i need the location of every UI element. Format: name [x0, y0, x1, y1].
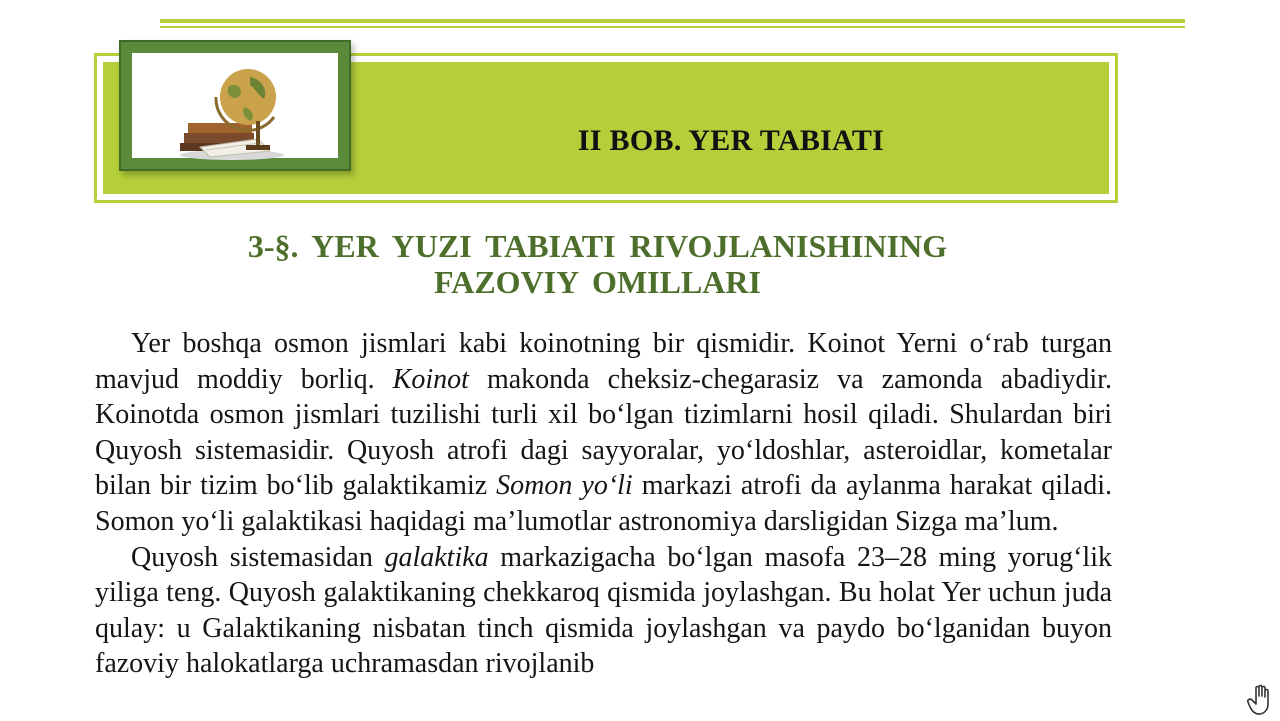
paragraph-2-segment-3: markazigacha bo‘lgan masofa 23–28 ming yorug‘lik yiliga teng. Quyosh galaktikaning chekkaroq qismida joylashgan. Bu holat Yer uchun juda qulay: u Galaktikaning nisbatan tinch qismida joylashgan va paydo bo‘lganidan buyon fazoviy halokatlarga uchramasdan rivojlanib — [95, 541, 1112, 680]
chapter-image — [132, 53, 338, 158]
paragraph-2-segment-1: Quyosh sistemasidan — [131, 541, 385, 573]
paragraph-1 — [95, 326, 1112, 540]
globe-with-books-icon — [170, 59, 300, 163]
top-rule-thin-line — [160, 26, 1185, 28]
section-title-line-2: FAZOVIY OMILLARI — [434, 264, 761, 300]
paragraph-2 — [95, 540, 1112, 682]
top-decorative-rule — [160, 19, 1185, 30]
hand-cursor-icon — [1247, 684, 1275, 716]
section-title — [95, 228, 1100, 300]
term-somon-yoli: Somon yo‘li — [496, 470, 633, 502]
term-koinot: Koinot — [392, 363, 469, 395]
chapter-image-frame — [119, 40, 351, 171]
paragraph-1-segment-5: markazi atrofi da aylanma harakat qiladi. Somon yo‘li galaktikasi haqidagi ma’lumotlar astronomiya darsligidan Sizga ma’lum. — [95, 470, 1112, 537]
term-galaktika: galaktika — [384, 541, 489, 573]
body-text — [95, 326, 1112, 682]
top-rule-thick-line — [160, 19, 1185, 23]
section-title-line-1: 3-§. YER YUZI TABIATI RIVOJLANISHINING — [247, 228, 948, 264]
paragraph-1-segment-1: Yer boshqa osmon jismlari kabi koinotning bir qismidir. Koinot Yerni o‘rab turgan mavjud moddiy borliq. — [95, 328, 1112, 395]
paragraph-1-segment-3: makonda cheksiz-chegarasiz va zamonda abadiydir. Koinotda osmon jismlari tuzilishi turli xil bo‘lgan tizimlarni hosil qiladi. Shulardan biri Quyosh sistemasidir. Quyosh atrofi dagi sayyoralar, yo‘ldoshlar, asteroidlar, kometalar bilan bir tizim bo‘lib galaktikamiz — [95, 363, 1112, 502]
chapter-title: II BOB. YER TABIATI — [577, 124, 885, 157]
